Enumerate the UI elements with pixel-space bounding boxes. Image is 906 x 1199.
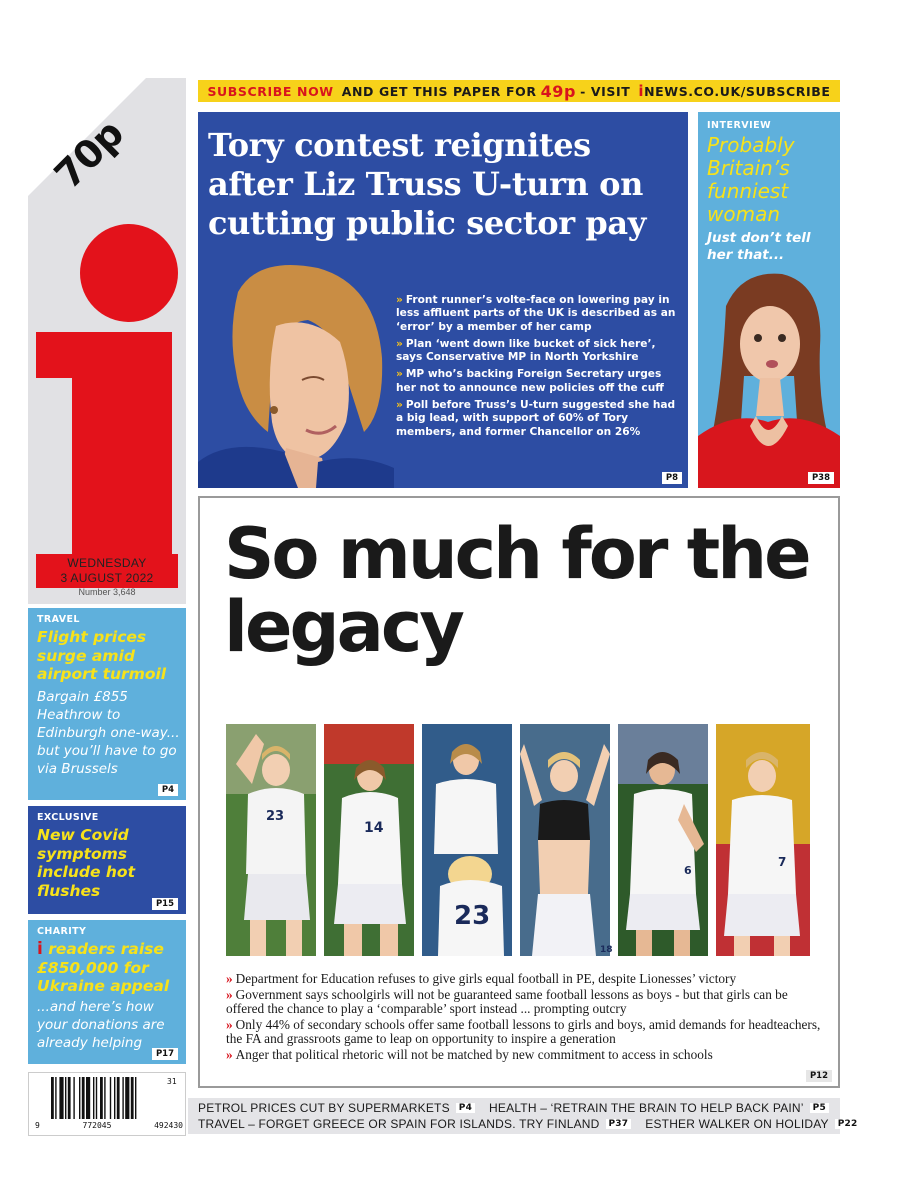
barcode-bar: [93, 1077, 94, 1119]
barcode-bar: [79, 1077, 80, 1119]
teaser-petrol[interactable]: PETROL PRICES CUT BY SUPERMARKETS: [198, 1101, 450, 1115]
charity-body: ...and here’s how your donations are already helping: [37, 999, 165, 1051]
subscribe-banner[interactable]: [198, 80, 840, 102]
exclusive-teaser[interactable]: [28, 806, 186, 914]
travel-page-ref: P4: [158, 784, 178, 796]
main-bullet: » Anger that political rhetoric will not be matched by new commitment to access in schools: [226, 1046, 713, 1062]
travel-headline: Flight prices surge amid airport turmoil: [37, 628, 167, 683]
teaser-travel[interactable]: TRAVEL – FORGET GREECE OR SPAIN FOR ISLANDS. TRY FINLAND: [198, 1117, 600, 1131]
issue-date-text: 3 AUGUST 2022: [60, 571, 154, 585]
lionesses-photo-strip: [226, 724, 810, 956]
barcode-bar: [110, 1077, 111, 1119]
main-bullet: » Only 44% of secondary schools offer same football lessons to girls and boys, amid demands for headteachers, the FA and grassroots game to leap on opportunity to inspire a generation: [226, 1016, 821, 1047]
barcode: [28, 1072, 186, 1136]
barcode-numbers: 9 772045 492430: [35, 1121, 183, 1130]
barcode-bar: [117, 1077, 120, 1119]
interview-subtitle: Just don’t tell her that...: [707, 230, 811, 263]
lioness-photo-5: [618, 724, 708, 956]
main-bullet: » Department for Education refuses to give girls equal football in PE, despite Lionesses’ victory: [226, 971, 737, 986]
barcode-bars: [51, 1077, 163, 1119]
interview-page-ref: P38: [808, 472, 834, 484]
interview-label: INTERVIEW: [707, 120, 772, 131]
shirt-number: 7: [778, 855, 787, 869]
issue-day: WEDNESDAY: [67, 556, 147, 570]
comedian-photo: [698, 266, 840, 488]
top-bullet: » Plan ‘went down like bucket of sick here’, says Conservative MP in North Yorkshire: [396, 337, 656, 364]
barcode-bar: [104, 1077, 105, 1119]
subscribe-cta: SUBSCRIBE NOW: [207, 83, 334, 99]
top-bullet: » Front runner’s volte-face on lowering pay in less affluent parts of the UK is described as an ‘error’ by a member of her camp: [396, 294, 676, 333]
travel-body: Bargain £855 Heathrow to Edinburgh one-way... but you’ll have to go via Brussels: [37, 689, 180, 777]
barcode-bar: [82, 1077, 85, 1119]
exclusive-page-ref: P15: [152, 898, 178, 910]
exclusive-headline: New Covid symptoms include hot flushes: [37, 826, 135, 900]
shirt-number: 23: [266, 809, 285, 824]
exclusive-label: EXCLUSIVE: [37, 812, 99, 823]
barcode-bar: [55, 1077, 56, 1119]
shirt-number: 23: [454, 901, 491, 931]
teaser-page-ref: P37: [606, 1119, 632, 1129]
barcode-bar: [65, 1077, 66, 1119]
barcode-bar: [96, 1077, 97, 1119]
masthead: [28, 78, 186, 604]
liz-truss-photo: [198, 262, 394, 488]
top-story-bullets: [396, 294, 682, 443]
teaser-page-ref: P4: [456, 1103, 475, 1113]
shirt-number: 14: [364, 820, 384, 836]
teaser-page-ref: P22: [835, 1119, 861, 1129]
barcode-bar: [59, 1077, 63, 1119]
lioness-photo-4: [520, 724, 610, 956]
charity-page-ref: P17: [152, 1048, 178, 1060]
top-story-page-ref: P8: [662, 472, 682, 484]
subscribe-offer: AND GET THIS PAPER FOR: [341, 83, 537, 99]
subscribe-i-logo: i: [638, 82, 645, 100]
lioness-photo-1: [226, 724, 316, 956]
main-bullet: » Government says schoolgirls will not be guaranteed same football lessons as boys - but that girls can be offered the chance to play a ‘comparable’ sport instead ... prompting outcry: [226, 986, 788, 1017]
top-bullet: » Poll before Truss’s U-turn suggested she had a big lead, with support of 60% of Tory members, and former Chancellor on 26%: [396, 399, 676, 438]
barcode-bar: [86, 1077, 90, 1119]
main-story[interactable]: [198, 496, 840, 1088]
charity-label: CHARITY: [37, 926, 87, 937]
i-logo-dot: [80, 224, 178, 322]
barcode-bar: [73, 1077, 74, 1119]
barcode-bar: [51, 1077, 54, 1119]
travel-label: TRAVEL: [37, 614, 80, 625]
main-story-bullets: [226, 972, 826, 1064]
teaser-page-ref: P5: [810, 1103, 829, 1113]
barcode-issue: 31: [167, 1077, 177, 1086]
barcode-bar: [114, 1077, 115, 1119]
teaser-health[interactable]: HEALTH – ‘RETRAIN THE BRAIN TO HELP BACK PAIN’: [489, 1101, 804, 1115]
lioness-photo-6: [716, 724, 810, 956]
interview-title: Probably Britain’s funniest woman: [707, 133, 795, 226]
subscribe-visit: - VISIT: [580, 83, 631, 99]
barcode-bar: [135, 1077, 136, 1119]
subscribe-url: NEWS.CO.UK/SUBSCRIBE: [644, 83, 831, 99]
main-story-page-ref: P12: [806, 1070, 832, 1082]
i-logo-stem: [36, 332, 178, 588]
main-story-headline: So much for the legacy: [224, 513, 809, 668]
subscribe-price: 49p: [540, 81, 577, 101]
shirt-number: 18: [600, 945, 613, 955]
teaser-row: [198, 1116, 858, 1132]
cover-price: 70p: [46, 111, 132, 198]
barcode-bar: [131, 1077, 134, 1119]
issue-date: [28, 556, 186, 597]
shirt-number: 6: [684, 864, 692, 877]
charity-i-logo: i: [37, 939, 43, 959]
lioness-photo-2: [324, 724, 414, 956]
issue-number: Number 3,648: [78, 587, 136, 597]
teaser-row: [198, 1100, 830, 1116]
barcode-bar: [122, 1077, 123, 1119]
bottom-teasers: [188, 1098, 858, 1134]
barcode-bar: [125, 1077, 129, 1119]
top-bullet: » MP who’s backing Foreign Secretary urges her not to announce new policies off the cuff: [396, 368, 664, 394]
top-story[interactable]: [198, 112, 688, 488]
charity-teaser[interactable]: [28, 920, 186, 1064]
charity-headline: i readers raise £850,000 for Ukraine appeal: [37, 939, 170, 995]
travel-teaser[interactable]: [28, 608, 186, 800]
teaser-esther-walker[interactable]: ESTHER WALKER ON HOLIDAY: [645, 1117, 829, 1131]
top-story-headline: Tory contest reignites after Liz Truss U-turn on cutting public sector pay: [208, 126, 646, 242]
barcode-bar: [68, 1077, 71, 1119]
interview-teaser[interactable]: [698, 112, 840, 488]
barcode-bar: [100, 1077, 103, 1119]
